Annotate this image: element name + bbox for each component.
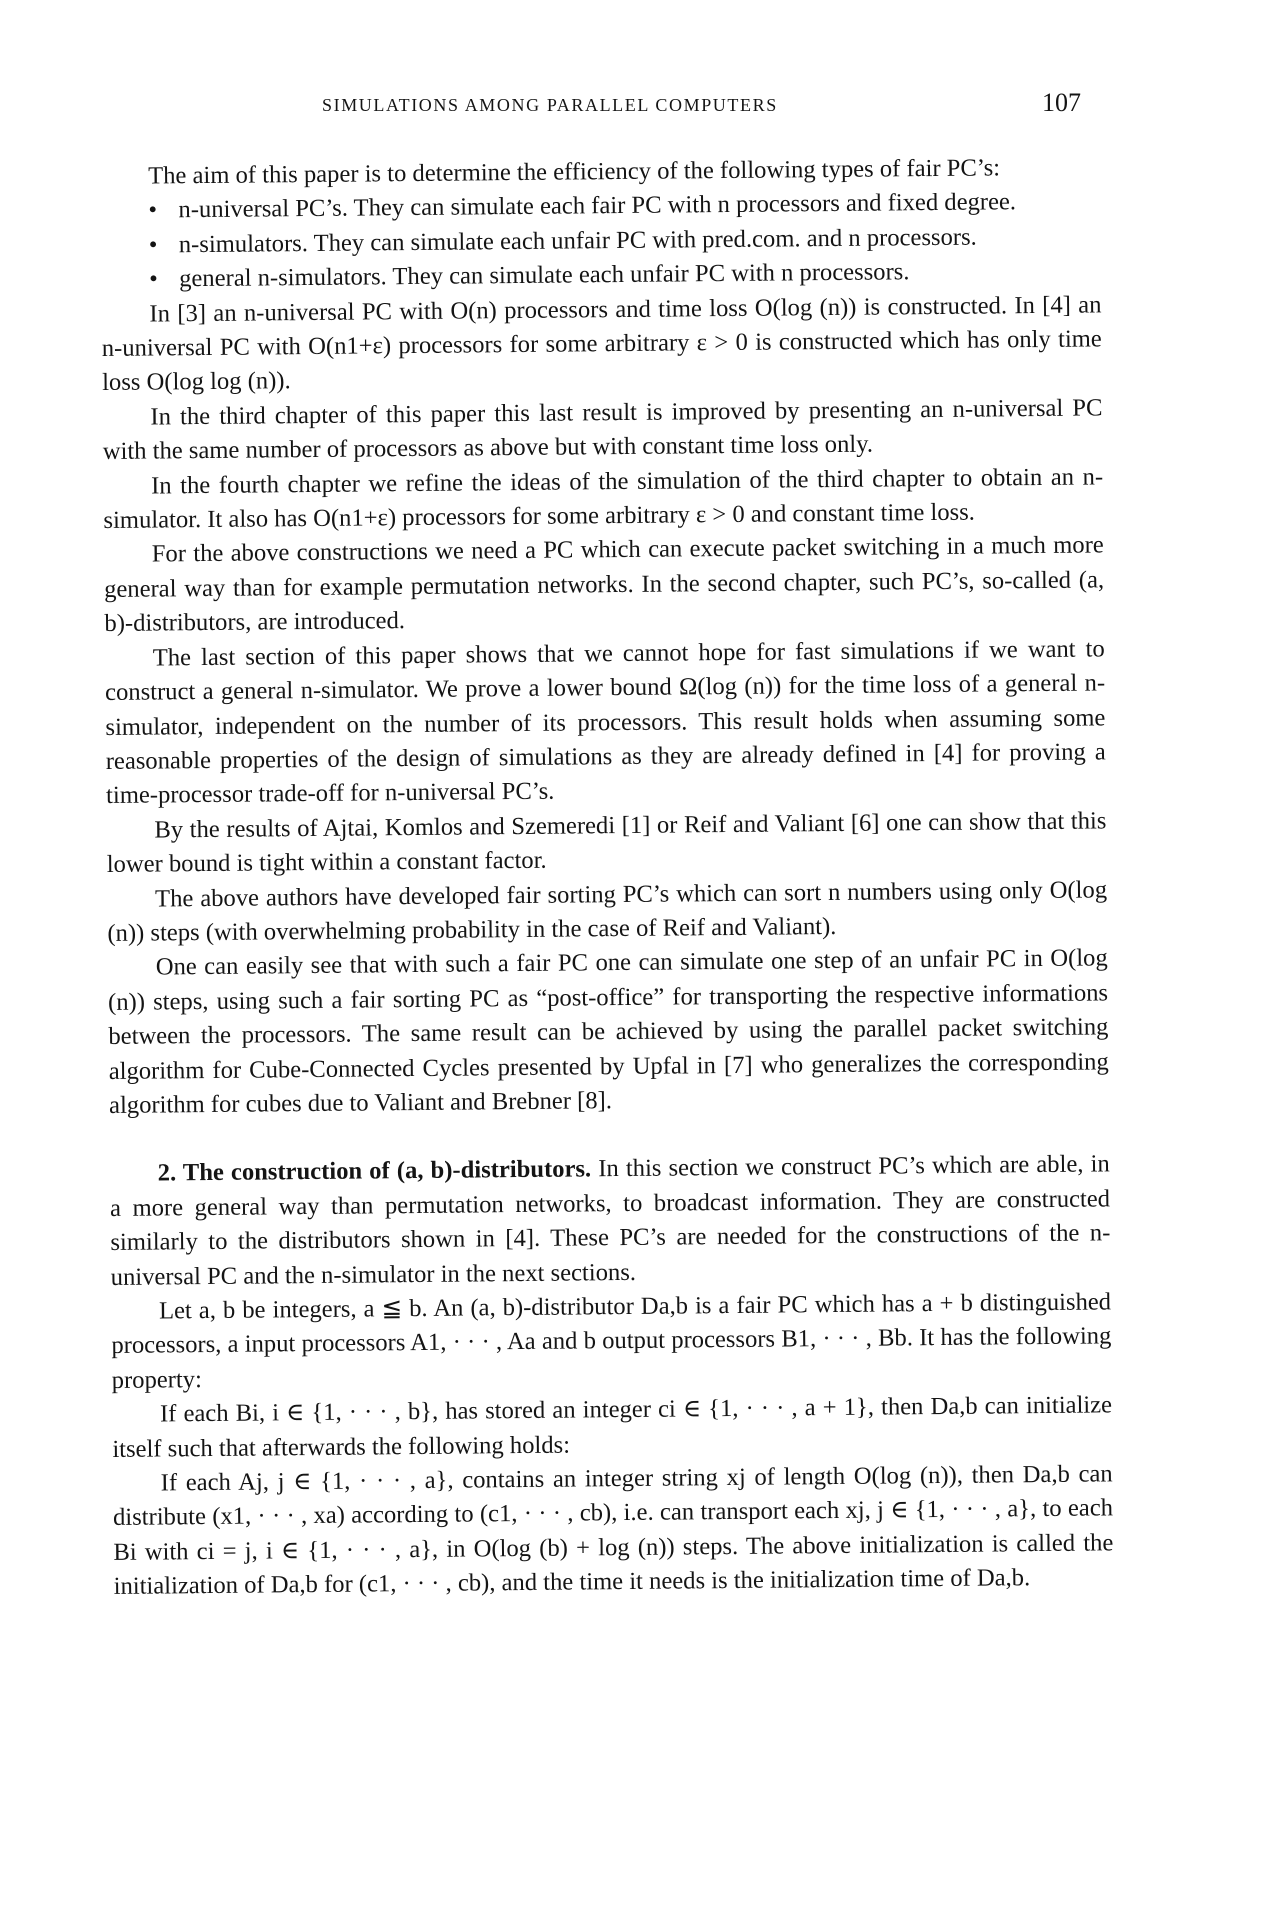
section-heading: 2. The construction of (a, b)-distributors. xyxy=(157,1155,592,1187)
list-item-n-simulators: • n-simulators. They can simulate each unfair PC with pred.com. and n processors. xyxy=(101,219,1101,263)
section-2-paragraph xyxy=(110,1148,1111,1295)
list-item-general-n-simulators: • general n-simulators. They can simulate each unfair PC with n processors. xyxy=(101,254,1101,298)
type-list xyxy=(100,185,1101,298)
page-number: 107 xyxy=(1042,88,1081,117)
paragraph: If each Aj, j ∈ {1, · · · , a}, contains an integer string xj of length O(log (n)), then Da,b can distribute (x1, · · · , xa) according to (c1, · · · , cb), i.e. can transport each xj, j ∈ {1, · · · , a}, to each Bi with ci = j, i ∈ {1, · · · , a}, in O(log (b) + log (n)) steps. The above initialization is called the initialization of Da,b for (c1, · · · , cb), and the time it needs is the initialization time of Da,b. xyxy=(112,1460,1114,1601)
paragraph: For the above constructions we need a PC which can execute packet switching in a much more general way than for example permutation networks. In the second chapter, such PC’s, so-called (a, b)-distributors, are introduced. xyxy=(103,531,1105,638)
paragraph: One can easily see that with such a fair PC one can simulate one step of an unfair PC in O(log (n)) steps, using such a fair sorting PC as “post-office” for transporting the respective informations between the processors. The same result can be achieved by using the parallel packet switching algorithm for Cube-Connected Cycles presented by Upfal in [7] who generalizes the corresponding algorithm for cubes due to Valiant and Brebner [8]. xyxy=(107,944,1109,1119)
section-2-text: In this section we construct PC’s which are able, in a more general way than permutation networks, to broadcast information. They are constructed similarly to the distributors shown in [4]. These PC’s are needed for the constructions of the n-universal PC and the n-simulator in the next sections. xyxy=(109,1150,1111,1291)
running-title: SIMULATIONS AMONG PARALLEL COMPUTERS xyxy=(322,95,778,115)
body-text xyxy=(100,150,1114,1604)
paragraph: Let a, b be integers, a ≦ b. An (a, b)-distributor Da,b is a fair PC which has a + b distinguished processors, a input processors A1, · · · , Aa and b output processors B1, · · · , Bb. It has the following property: xyxy=(111,1288,1112,1394)
list-item-n-universal: • n-universal PC’s. They can simulate each fair PC with n processors and fixed degree. xyxy=(100,185,1100,229)
paragraph: By the results of Ajtai, Komlos and Szemeredi [1] or Reif and Valiant [6] one can show that this lower bound is tight within a constant factor. xyxy=(106,807,1107,879)
paragraph: In [3] an n-universal PC with O(n) processors and time loss O(log (n)) is constructed. In [4] an n-universal PC with O(n1+ε) processors for some arbitrary ε > 0 is constructed which has only time loss O(log log (n)). xyxy=(101,291,1102,397)
paragraph: If each Bi, i ∈ {1, · · · , b}, has stored an integer ci ∈ {1, · · · , a + 1}, then Da,b can initialize itself such that afterwards the following holds: xyxy=(112,1391,1113,1463)
paragraph: In the fourth chapter we refine the ideas of the simulation of the third chapter to obtain an n-simulator. It also has O(n1+ε) processors for some arbitrary ε > 0 and constant time loss. xyxy=(103,463,1104,535)
intro-paragraph: The aim of this paper is to determine the efficiency of the following types of fair PC’s: xyxy=(148,154,1001,190)
paragraph: In the third chapter of this paper this last result is improved by presenting an n-universal PC with the same number of processors as above but with constant time loss only. xyxy=(102,394,1103,466)
paragraph: The above authors have developed fair sorting PC’s which can sort n numbers using only O(log (n)) steps (with overwhelming probability in the case of Reif and Valiant). xyxy=(107,875,1108,947)
paragraph: The last section of this paper shows that we cannot hope for fast simulations if we want to construct a general n-simulator. We prove a lower bound Ω(log (n)) for the time loss of a general n-simulator, independent on the number of its processors. This result holds when assuming some reasonable properties of the design of simulations as they are already defined in [4] for proving a time-processor trade-off for n-universal PC’s. xyxy=(104,635,1106,810)
